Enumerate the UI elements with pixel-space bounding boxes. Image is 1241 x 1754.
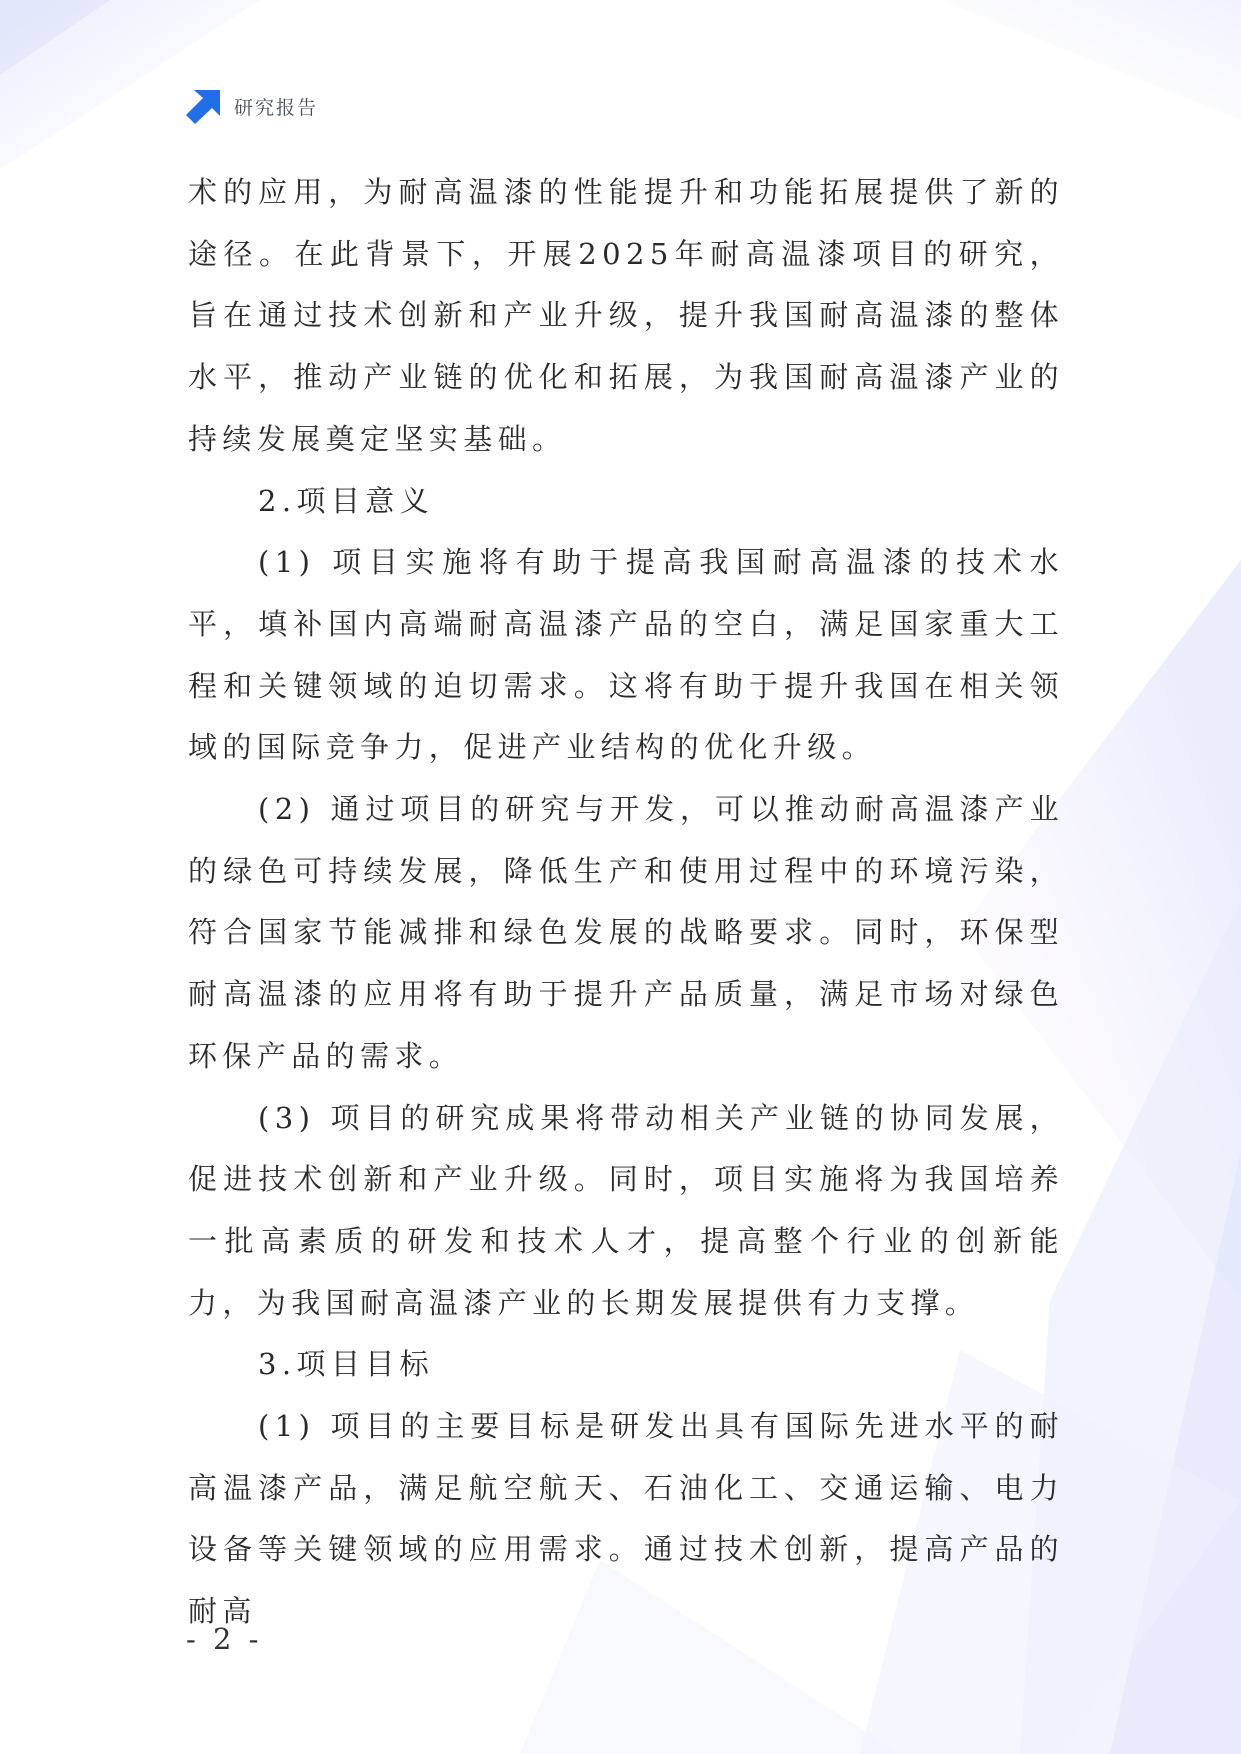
page-number: - 2 - — [186, 1622, 263, 1656]
document-body — [188, 162, 1064, 1643]
paragraph-significance-2: (2) 通过项目的研究与开发，可以推动耐高温漆产业的绿色可持续发展，降低生产和使用过程中的环境污染，符合国家节能减排和绿色发展的战略要求。同时，环保型耐高温漆的应用将有助于提升产品质量，满足市场对绿色环保产品的需求。 — [188, 792, 1064, 1073]
paragraph-significance-1: (1) 项目实施将有助于提高我国耐高温漆的技术水平，填补国内高端耐高温漆产品的空白，满足国家重大工程和关键领域的迫切需求。这将有助于提升我国在相关领域的国际竞争力，促进产业结构的优化升级。 — [188, 545, 1064, 765]
report-header — [186, 88, 318, 124]
arrow-up-right-icon — [186, 88, 222, 124]
header-title: 研究报告 — [234, 96, 319, 119]
paragraph-goals-1: (1) 项目的主要目标是研发出具有国际先进水平的耐高温漆产品，满足航空航天、石油化工、交通运输、电力设备等关键领域的应用需求。通过技术创新，提高产品的耐高 — [188, 1409, 1064, 1629]
section-heading-project-goals: 3.项目目标 — [258, 1347, 435, 1382]
paragraph-significance-3: (3) 项目的研究成果将带动相关产业链的协同发展，促进技术创新和产业升级。同时，项目实施将为我国培养一批高素质的研发和技术人才，提高整个行业的创新能力，为我国耐高温漆产业的长期发展提供有力支撑。 — [188, 1100, 1064, 1320]
paragraph-continuation: 术的应用，为耐高温漆的性能提升和功能拓展提供了新的途径。在此背景下，开展2025年耐高温漆项目的研究，旨在通过技术创新和产业升级，提升我国耐高温漆的整体水平，推动产业链的优化和拓展，为我国耐高温漆产业的持续发展奠定坚实基础。 — [188, 175, 1064, 456]
section-heading-project-significance: 2.项目意义 — [258, 483, 435, 518]
